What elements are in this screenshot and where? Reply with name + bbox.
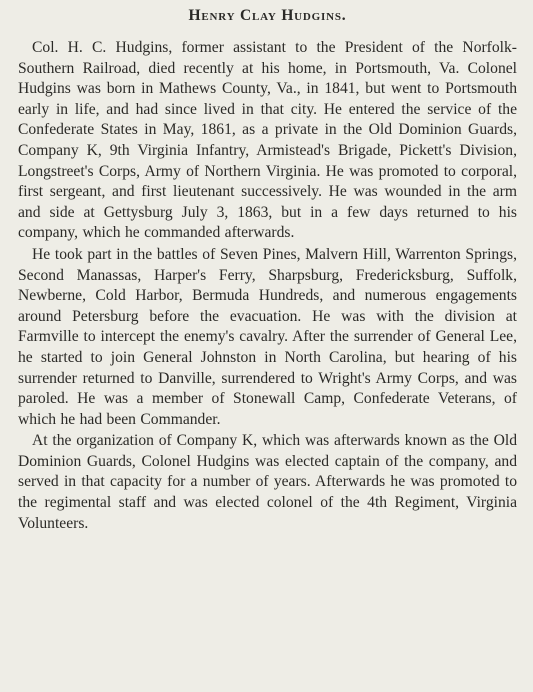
article-paragraph-2: He took part in the battles of Seven Pines, Malvern Hill, Warrenton Springs, Second Manassas, Harper's Ferry, Sharpsburg, Fredericksburg, Suffolk, Newberne, Cold Harbor, Bermuda Hundreds, and numerous engagements around Petersburg before the evacuation. He was with the division at Farmville to intercept the enemy's cavalry. After the surrender of General Lee, he started to join General Johnston in North Carolina, but hearing of his surrender returned to Danville, surrendered to Wright's Army Corps, and was paroled. He was a member of Stonewall Camp, Confederate Veterans, of which he had been Commander. (18, 245, 517, 428)
article-title: Henry Clay Hudgins. (188, 7, 347, 24)
article-paragraph-3: At the organization of Company K, which was afterwards known as the Old Dominion Guards, Colonel Hudgins was elected captain of the company, and served in that capacity for a number of years. Afterwards he was promoted to the regimental staff and was elected colonel of the 4th Regiment, Virginia Volunteers. (18, 432, 517, 532)
article-paragraph-1: Col. H. C. Hudgins, former assistant to the President of the Norfolk-Southern Railroad, died recently at his home, in Portsmouth, Va. Colonel Hudgins was born in Mathews County, Va., in 1841, but went to Portsmouth early in life, and had since lived in that city. He entered the service of the Confederate States in May, 1861, as a private in the Old Dominion Guards, Company K, 9th Virginia Infantry, Armistead's Brigade, Pickett's Division, Longstreet's Corps, Army of Northern Virginia. He was promoted to corporal, first sergeant, and first lieutenant successively. He was wounded in the arm and side at Gettysburg July 3, 1863, but in a few days returned to his company, which he commanded afterwards. (18, 39, 517, 242)
